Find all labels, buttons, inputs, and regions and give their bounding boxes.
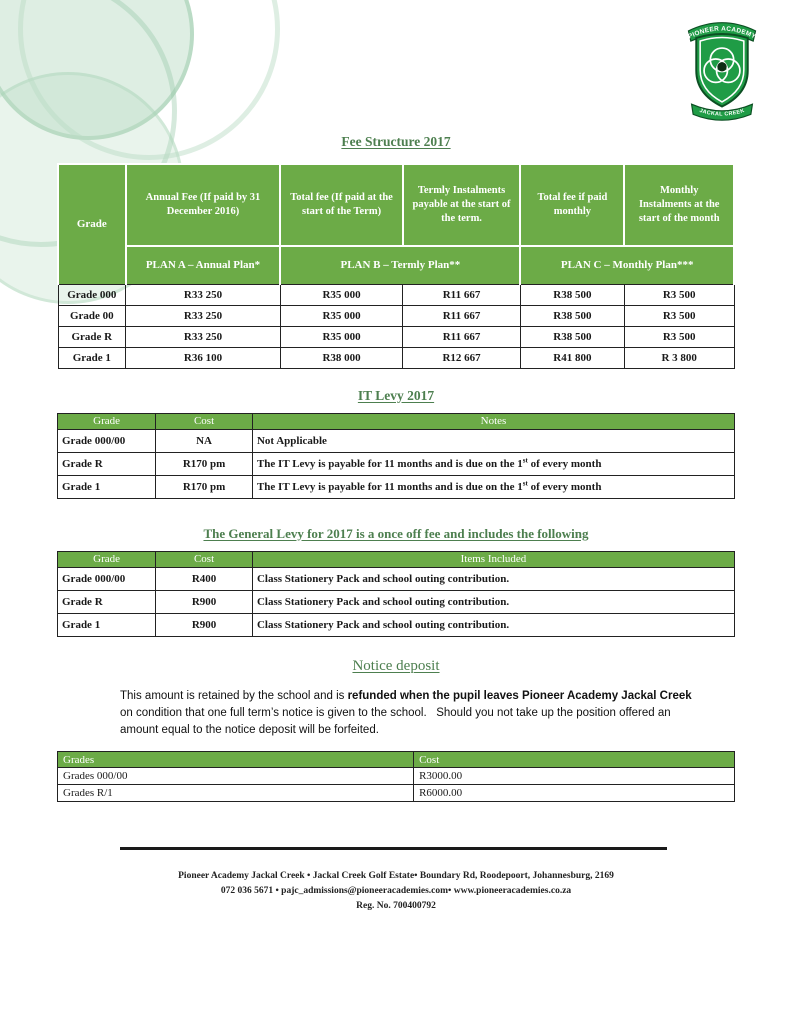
table-cell: Grade 00: [58, 305, 126, 326]
table-row: [58, 305, 734, 326]
table-cell: Grade 1: [58, 347, 126, 368]
table-cell: R12 667: [403, 347, 521, 368]
table-cell: R3 500: [624, 326, 734, 347]
table-cell: R6000.00: [414, 785, 735, 802]
table-cell: R900: [156, 590, 253, 613]
notice-header-cost: Cost: [414, 752, 735, 768]
note-text: The IT Levy is payable for 11 months and is due on the 1: [256, 480, 523, 493]
fee-header-grade: Grade: [58, 164, 126, 284]
table-cell: R36 100: [126, 347, 281, 368]
notice-deposit-title: Notice deposit: [352, 657, 440, 674]
table-row: [58, 347, 734, 368]
note-text: of every month: [527, 457, 602, 470]
table-cell: R3 500: [624, 284, 734, 305]
general-levy-header-row: [58, 551, 735, 567]
crest-bottom-banner-text: JACKAL CREEK: [698, 107, 746, 118]
crest-top-banner-text: PIONEER ACADEMY: [687, 25, 757, 41]
table-row: [58, 452, 735, 475]
table-cell: R400: [156, 567, 253, 590]
fee-header-monthly-instalments: Monthly Instalments at the start of the month: [624, 164, 734, 246]
table-cell: Grade R: [58, 590, 156, 613]
table-cell: R33 250: [126, 326, 281, 347]
general-levy-title: The General Levy for 2017 is a once off fee and includes the following: [203, 525, 589, 541]
table-cell: Grade 000/00: [58, 567, 156, 590]
note-superscript: st: [522, 455, 528, 464]
table-cell: Grade 1: [58, 613, 156, 636]
fee-header-annual: Annual Fee (If paid by 31 December 2016): [126, 164, 281, 246]
table-row: [58, 785, 735, 802]
fee-plan-c: PLAN C – Monthly Plan***: [520, 246, 734, 284]
table-row: [58, 590, 735, 613]
footer: [57, 869, 735, 913]
table-cell: Class Stationery Pack and school outing contribution.: [252, 590, 734, 613]
table-cell: R38 500: [520, 326, 624, 347]
fee-header-termly-instalments: Termly Instalments payable at the start of the term.: [403, 164, 521, 246]
paragraph-text: This amount is retained by the school and is: [120, 689, 348, 702]
footer-divider: [120, 847, 667, 850]
table-cell: Grade 000: [58, 284, 126, 305]
paragraph-bold-text: refunded when the pupil leaves Pioneer Academy Jackal Creek: [347, 689, 692, 702]
table-row: [58, 567, 735, 590]
fee-structure-table: [57, 163, 735, 369]
it-levy-title: IT Levy 2017: [357, 387, 435, 403]
it-levy-header-notes: Notes: [252, 413, 734, 429]
fee-structure-title: Fee Structure 2017: [341, 134, 451, 149]
it-levy-table: [57, 413, 735, 499]
table-cell: Grade 1: [58, 475, 156, 498]
table-cell: Grade R: [58, 326, 126, 347]
table-row: [58, 326, 734, 347]
footer-registration-line: Reg. No. 700400792: [356, 900, 436, 911]
table-cell: R38 500: [520, 305, 624, 326]
table-cell: Grades 000/00: [58, 768, 414, 785]
page-content: [57, 0, 735, 913]
table-cell: Grade 000/00: [58, 429, 156, 452]
table-cell: Grade R: [58, 452, 156, 475]
table-cell: R35 000: [280, 326, 402, 347]
table-row: [58, 613, 735, 636]
table-cell: [252, 429, 734, 452]
table-cell: R41 800: [520, 347, 624, 368]
fee-plan-b: PLAN B – Termly Plan**: [280, 246, 520, 284]
table-cell: R38 500: [520, 284, 624, 305]
table-cell: R38 000: [280, 347, 402, 368]
table-row: [58, 284, 734, 305]
fee-plan-a: PLAN A – Annual Plan*: [126, 246, 281, 284]
table-cell: R11 667: [403, 284, 521, 305]
table-cell: R33 250: [126, 284, 281, 305]
table-cell: R170 pm: [156, 475, 253, 498]
fee-header-total-term: Total fee (If paid at the start of the Term): [280, 164, 402, 246]
footer-address-line: Pioneer Academy Jackal Creek • Jackal Creek Golf Estate• Boundary Rd, Roodepoort, Johannesburg, 2169: [178, 871, 614, 882]
notice-header-grades: Grades: [58, 752, 414, 768]
table-cell: R35 000: [280, 305, 402, 326]
table-cell: Grades R/1: [58, 785, 414, 802]
note-text: Not Applicable: [256, 434, 327, 447]
table-cell: [252, 452, 734, 475]
table-row: [58, 475, 735, 498]
it-levy-header-row: [58, 413, 735, 429]
table-cell: R33 250: [126, 305, 281, 326]
table-cell: [252, 475, 734, 498]
table-cell: R35 000: [280, 284, 402, 305]
table-cell: R3 500: [624, 305, 734, 326]
paragraph-text: on condition that one full term’s notice is given to the school. Should you not take up the position offered an amount equal to the notice deposit will be forfeited.: [120, 706, 671, 736]
table-cell: R900: [156, 613, 253, 636]
table-cell: NA: [156, 429, 253, 452]
general-levy-header-items: Items Included: [252, 551, 734, 567]
notice-table-header-row: [58, 752, 735, 768]
it-levy-header-cost: Cost: [156, 413, 253, 429]
fee-table-plan-row: [58, 246, 734, 284]
fee-header-total-monthly: Total fee if paid monthly: [520, 164, 624, 246]
footer-contact-line: 072 036 5671 • pajc_admissions@pioneeracademies.com• www.pioneeracademies.co.za: [220, 885, 572, 896]
note-superscript: st: [522, 478, 528, 487]
fee-table-header-row: [58, 164, 734, 246]
note-text: The IT Levy is payable for 11 months and is due on the 1: [256, 457, 523, 470]
table-cell: Class Stationery Pack and school outing contribution.: [252, 613, 734, 636]
notice-deposit-paragraph: [120, 688, 700, 740]
table-cell: R 3 800: [624, 347, 734, 368]
table-row: [58, 768, 735, 785]
notice-deposit-table: [57, 751, 735, 802]
table-cell: R11 667: [403, 326, 521, 347]
note-text: of every month: [527, 480, 602, 493]
it-levy-header-grade: Grade: [58, 413, 156, 429]
table-cell: R3000.00: [414, 768, 735, 785]
general-levy-header-grade: Grade: [58, 551, 156, 567]
table-cell: Class Stationery Pack and school outing contribution.: [252, 567, 734, 590]
table-cell: R170 pm: [156, 452, 253, 475]
general-levy-header-cost: Cost: [156, 551, 253, 567]
general-levy-table: [57, 551, 735, 637]
table-row: [58, 429, 735, 452]
table-cell: R11 667: [403, 305, 521, 326]
